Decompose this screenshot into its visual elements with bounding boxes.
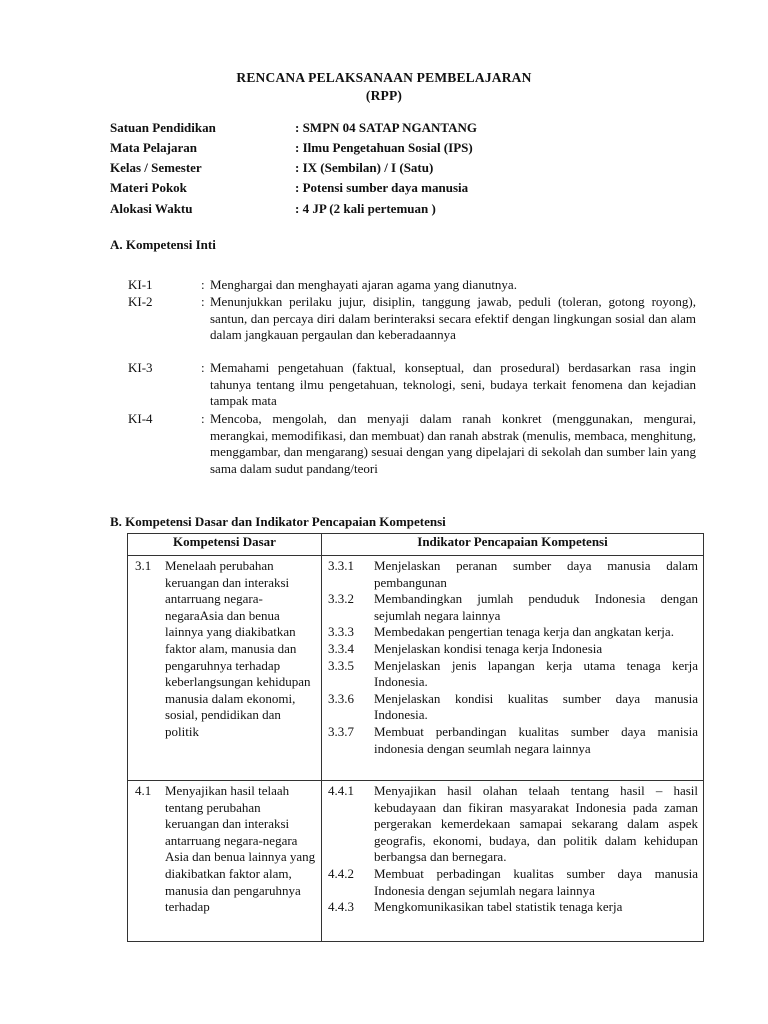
ki-separator: : [201, 360, 205, 375]
ki-text: Mencoba, mengolah, dan menyaji dalam ranah konkret (menggunakan, mengurai, merangkai, memodifikasi, dan membuat) dan ranah abstrak (menulis, membaca, menghitung, menggambar, dan mengarang) sesuai dengan yang dipelajari di sekolah dan sumber lain yang sama dalam sudut pandang/teori [210, 411, 696, 476]
section-b-heading: B. Kompetensi Dasar dan Indikator Pencapaian Kompetensi [110, 514, 446, 529]
ki-code: KI-2 [128, 294, 153, 309]
table-row [128, 556, 704, 781]
indicator-text: Menjelaskan peranan sumber daya manusia dalam pembangunan [374, 558, 698, 590]
kd-number: 3.1 [135, 558, 152, 573]
kd-text: Menelaah perubahan keruangan dan interaksi antarruang negara-negaraAsia dan benua lainnya yang diakibatkan faktor alam, manusia dan pengaruhnya terhadap keberlangsungan kehidupan manusia dalam ekonomi, sosial, pendidikan dan politik [165, 558, 311, 739]
ki-text: Memahami pengetahuan (faktual, konseptual, dan prosedural) berdasarkan rasa ingin tahunya tentang ilmu pengetahuan, teknologi, seni, budaya terkait fenomena dan kejadian tampak mata [210, 360, 696, 409]
indicator-item [322, 691, 703, 724]
ki-text: Menghargai dan menghayati ajaran agama yang dianutnya. [210, 277, 517, 292]
indicator-text: Membandingkan jumlah penduduk Indonesia dengan sejumlah negara lainnya [374, 591, 698, 623]
indicator-number: 3.3.4 [328, 640, 354, 656]
indicator-number: 4.4.3 [328, 899, 354, 915]
indicator-text: Mengkomunikasikan tabel statistik tenaga kerja [374, 899, 623, 915]
indicator-item [322, 658, 703, 691]
identity-value: : Ilmu Pengetahuan Sosial (IPS) [295, 140, 473, 155]
identity-key: Alokasi Waktu [110, 201, 193, 216]
indicator-number: 3.3.6 [328, 690, 354, 706]
table-header-indicator: Indikator Pencapaian Kompetensi [322, 534, 704, 556]
document-title: RENCANA PELAKSANAAN PEMBELAJARAN [236, 70, 532, 85]
indicator-text: Membuat perbadingan kualitas sumber daya manusia Indonesia dengan sejumlah negara lainnya [374, 865, 698, 898]
ki-code: KI-3 [128, 360, 153, 375]
indicator-text: Menyajikan hasil olahan telaah tentang hasil – hasil kebudayaan dan fikiran masyarakat Indonesia pada zaman pergerakan kemerdekaan samapai sekarang dalam aspek geografis, ekonomi, budaya, dan politik dalam kehidupan berbangsa dan bernegara. [374, 783, 698, 865]
ki-separator: : [201, 277, 205, 292]
indicator-item [322, 866, 703, 899]
indicator-number: 3.3.5 [328, 657, 354, 673]
ki-separator: : [201, 411, 205, 426]
ki-separator: : [201, 294, 205, 309]
ki-code: KI-1 [128, 277, 153, 292]
indicator-cell [322, 781, 704, 942]
kd-number: 4.1 [135, 783, 152, 798]
ki-code: KI-4 [128, 411, 153, 426]
indicator-number: 3.3.2 [328, 591, 354, 607]
kd-text: Menyajikan hasil telaah tentang perubahan keruangan dan interaksi antarruang negara-negara Asia dan benua lainnya yang diakibatkan faktor alam, manusia dan pengaruhnya terhadap [165, 783, 316, 915]
document-subtitle: (RPP) [365, 88, 403, 103]
identity-key: Satuan Pendidikan [110, 120, 216, 135]
indicator-number: 3.3.3 [328, 624, 354, 640]
competency-table [127, 533, 704, 942]
indicator-text: Menjelaskan jenis lapangan kerja utama tenaga kerja Indonesia. [374, 657, 698, 690]
table-row [128, 781, 704, 942]
indicator-item [322, 724, 703, 757]
indicator-number: 4.4.1 [328, 783, 354, 798]
identity-key: Kelas / Semester [110, 160, 202, 175]
indicator-item [322, 624, 703, 641]
indicator-number: 3.3.7 [328, 723, 354, 739]
identity-value: : SMPN 04 SATAP NGANTANG [295, 120, 477, 135]
indicator-number: 4.4.2 [328, 865, 354, 881]
indicator-item [322, 783, 703, 866]
indicator-text: Membuat perbandingan kualitas sumber daya manisia indonesia dengan seumlah negara lainnya [374, 723, 698, 756]
identity-key: Materi Pokok [110, 180, 187, 195]
section-a-heading: A. Kompetensi Inti [110, 237, 216, 252]
identity-value: : Potensi sumber daya manusia [295, 180, 469, 195]
identity-value: : 4 JP (2 kali pertemuan ) [295, 201, 436, 216]
indicator-text: Menjelaskan kondisi kualitas sumber daya manusia Indonesia. [374, 690, 698, 723]
indicator-item [322, 899, 703, 916]
kd-cell [128, 556, 322, 781]
indicator-text: Membedakan pengertian tenaga kerja dan angkatan kerja. [374, 624, 674, 640]
indicator-item [322, 591, 703, 624]
kd-cell [128, 781, 322, 942]
indicator-cell [322, 556, 704, 781]
identity-value: : IX (Sembilan) / I (Satu) [295, 160, 434, 175]
indicator-item [322, 641, 703, 658]
ki-text: Menunjukkan perilaku jujur, disiplin, tanggung jawab, peduli (toleran, gotong royong), santun, dan percaya diri dalam berinteraksi secara efektif dengan lingkungan sosial dan alam dalam jangkauan pergaulan dan keberadaannya [210, 294, 696, 343]
indicator-item [322, 558, 703, 591]
indicator-text: Menjelaskan kondisi tenaga kerja Indonesia [374, 640, 603, 656]
identity-key: Mata Pelajaran [110, 140, 198, 155]
table-header-kd: Kompetensi Dasar [128, 534, 322, 556]
indicator-number: 3.3.1 [328, 558, 354, 573]
